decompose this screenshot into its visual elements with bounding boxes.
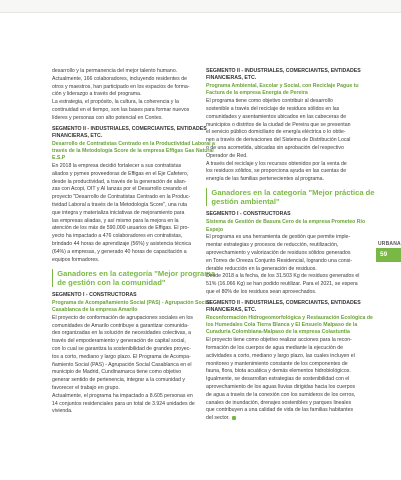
- segment-block: [206, 300, 376, 423]
- body-line: el servicio público domiciliario de energía eléctrica o lo obtie-: [206, 129, 346, 136]
- callout-accent-bar: [206, 188, 207, 206]
- callout-text: Ganadores en la categoría "Mejor programa de gestión con la comunidad": [57, 268, 216, 287]
- body-line: monitoreo y mantenimiento constante de los componentes de: [206, 360, 348, 367]
- body-line: Igualmente, se desarrollan estrategias de sostenibilidad con el: [206, 376, 350, 383]
- body-line: canales de inundación, drenajes sostenibles y parques lineales: [206, 399, 352, 406]
- body-line: favorecer el trabajo en grupo.: [52, 384, 120, 391]
- callout-text: Ganadores en la categoría "Mejor práctica de gestión ambiental": [211, 188, 375, 207]
- body-line: proyecto "Desarrollo de Contratistas Centrado en la Produc-: [52, 194, 191, 201]
- top-header-band: [0, 0, 401, 12]
- body-line: yecto ha impactado a 476 colaboradores en contratistas,: [52, 233, 183, 240]
- body-line: Actualmente, 166 colaboradores, incluyendo residentes de: [52, 75, 187, 82]
- body-line: 14 conjuntos residenciales para un total de 3.924 unidades de: [52, 400, 195, 407]
- segment-subheading: Programa Ambiental, Escolar y Social, con Reciclaje Pague tu Factura de la empresa Energía de Pereira: [206, 83, 359, 97]
- body-line: desde la productividad, a través de la generación de alian-: [52, 178, 187, 185]
- body-line: El proyecto de conformación de agrupaciones sociales en los: [52, 314, 194, 321]
- body-line: Actualmente, el programa ha impactado a 8.605 personas en: [52, 392, 193, 399]
- body-line: Operador de Red.: [206, 152, 248, 159]
- body-line: El proyecto tiene como objetivo realizar acciones para la recon-: [206, 337, 352, 344]
- segment-heading: SEGMENTO II - INDUSTRIALES, COMERCIANTES, ENTIDADES FINANCIERAS, ETC.: [52, 125, 207, 139]
- body-line: (64%) a empresas, y generado 40 horas de capacitación a: [52, 248, 187, 255]
- body-line: que contribuyen a una calidad de vida de las familias habitantes: [206, 407, 354, 414]
- body-line: nen a través de derivaciones del Sistema de Distribución Local: [206, 137, 351, 144]
- body-line: El programa tiene como objetivo contribuir al desarrollo: [206, 98, 333, 105]
- body-line: vivienda.: [52, 408, 73, 415]
- segment-subheading: Reconformación Hidrogeomorfológica y Restauración Ecológica de los Humedales Cola Tierra Blanca y El Ensuelo Malpaso de la Curaduría Colombiana-Malpaso de la empresa Colastuntia: [206, 314, 373, 336]
- body-line: desarrollo y la permanencia del mejor talento humano.: [52, 68, 178, 74]
- body-line: En 2018 la empresa decidió fortalecer a sus contratistas: [52, 163, 182, 170]
- body-line: equipos formadores.: [52, 256, 100, 263]
- segment-block: [206, 68, 376, 183]
- body-line: zas con Acopi, OIT y Al Ianzas por el Desarrollo creando el: [52, 186, 188, 193]
- body-line: generar sentido de pertenencia, integrar a la comunidad y: [52, 377, 185, 384]
- right-column: [206, 68, 376, 423]
- body-line: los residuos sólidos, se proporciona ayuda en las cuentas de: [206, 168, 347, 175]
- body-line: aliados y pymes proveedoras de Effigas en el Eje Cafetero,: [52, 170, 189, 177]
- segment-heading: SEGMENTO I - CONSTRUCTORAS: [52, 291, 137, 298]
- section-label: URBANA: [378, 241, 401, 247]
- segment-subheading: Sistema de Gestión de Basura Cero de la empresa Prometeo Rio Espejo: [206, 219, 366, 233]
- body-line: sostenible a través del reciclaje de residuos sólidos en las: [206, 105, 340, 112]
- body-line: energía de las familias pertenecientes al programa.: [206, 176, 324, 183]
- body-line: A través del reciclaje y los recursos obtenidos por la venta de: [206, 160, 347, 167]
- body-line: con lo cual se garantiza la sostenibilidad de grandes proyec-: [52, 346, 191, 352]
- body-line: comunidades y asentamientos ubicados en las cabeceras de: [206, 113, 347, 120]
- body-line: otros y maestros, han participado en los espacios de forma-: [52, 83, 190, 90]
- body-line: de agua a través de la conexión con los sumideros de los cerros,: [206, 391, 356, 398]
- category-callout-community: [52, 269, 219, 287]
- segment-subheading: Programa de Acompañamiento Social (PAS) - Agrupación Social Casablanca de la empresa Amarilo: [52, 299, 211, 314]
- body-line: continuidad en el tiempo, son las bases para formar nuevos: [52, 106, 190, 113]
- body-line: mentar estrategias y procesos de reducción, reutilización,: [206, 242, 339, 249]
- body-line: tividad Laboral a través de la Metodología Score", una ruta: [52, 202, 188, 209]
- body-line: ción y liderazgo a través del programa.: [52, 91, 142, 98]
- page-number-tab: 59: [376, 248, 401, 262]
- body-line: des organizadas en la solución de necesidades colectivas, a: [52, 330, 191, 337]
- body-line: ñamiento Social (PAS) - Agrupación Social Casablanca en el: [52, 361, 192, 368]
- body-line: formación de los cuerpos de agua mediante la ejecución de: [206, 345, 343, 351]
- body-line: 51% (16.066 Kg) se han podido reutilizar. Para el 2021, se espera: [206, 281, 358, 288]
- segment-heading: SEGMENTO II - INDUSTRIALES, COMERCIANTES, ENTIDADES FINANCIERAS, ETC.: [206, 299, 361, 314]
- body-line: líderes y personas con alto potencial en Contex.: [52, 114, 163, 121]
- segment-heading: SEGMENTO I - CONSTRUCTORAS: [206, 211, 291, 218]
- top-divider: [0, 12, 401, 13]
- segment-subheading: Desarrollo de Contratistas Centrado en la Productividad Laboral a través de la Metodología Score de la empresa Effigas Gas Natural E.S.P: [52, 140, 215, 162]
- body-line: fauna, flora, biota acuática y demás elementos hidrobiológicos.: [206, 368, 351, 375]
- body-line: que el 80% de los residuos sean aprovechados.: [206, 288, 317, 295]
- body-line: comunidades de Amarilo contribuye a garantizar comunida-: [52, 322, 189, 329]
- left-column: [52, 68, 219, 416]
- body-line: en Torres de Oreeza Conjunto Residencial, logrando una consi-: [206, 257, 353, 264]
- category-callout-environment: [206, 188, 376, 206]
- end-of-article-icon: [232, 416, 236, 420]
- body-line: aprovechamiento de los aguas lluvias dirigidas hacia los cuerpos: [206, 383, 356, 390]
- segment-block: [206, 211, 376, 296]
- body-line: municipio de Madrid, Cundinamarca tiene como objetivo: [52, 369, 182, 376]
- callout-accent-bar: [52, 269, 53, 287]
- segment-heading: SEGMENTO II - INDUSTRIALES, COMERCIANTES, ENTIDADES FINANCIERAS, ETC.: [206, 68, 361, 82]
- body-line: tos a corto, mediano y largo plazo. El Programa de Acompa-: [52, 353, 191, 360]
- segment-block: [52, 126, 219, 264]
- body-line: las empresas aliadas, y así mismo para la mejora en la: [52, 217, 179, 224]
- body-line: brindado 44 horas de aprendizaje (56%) y asistencia técnica: [52, 241, 191, 248]
- body-line: derable reducción en la generación de residuos.: [206, 265, 317, 272]
- body-line: través del empoderamiento y generación de capital social,: [52, 338, 186, 345]
- body-line: aprovechamiento y valorización de residuos sólidos generados: [206, 249, 351, 256]
- body-line: Desde 2018 a la fecha, de los 31.503 Kg de residuos generados el: [206, 273, 360, 280]
- body-line: El programa es una herramienta de gestión que permite imple-: [206, 234, 351, 241]
- body-line: del sector.: [206, 415, 376, 422]
- body-line: La estrategia, el propósito, la cultura, la coherencia y la: [52, 99, 179, 106]
- body-line: atención de los más de 590.000 usuarios de Effigas. El pro-: [52, 225, 190, 232]
- body-line: actividades a corto, mediano y largo plazo, las cuales incluyen el: [206, 352, 355, 359]
- segment-block: [52, 292, 219, 416]
- body-line: municipios o distritos de la ciudad de Pereira que se presentan: [206, 121, 351, 128]
- body-line: o de una acometida, ubicadas sin aprobación del respectivo: [206, 144, 344, 151]
- body-line: que integra y materializa iniciativas de mejoramiento para: [52, 209, 185, 216]
